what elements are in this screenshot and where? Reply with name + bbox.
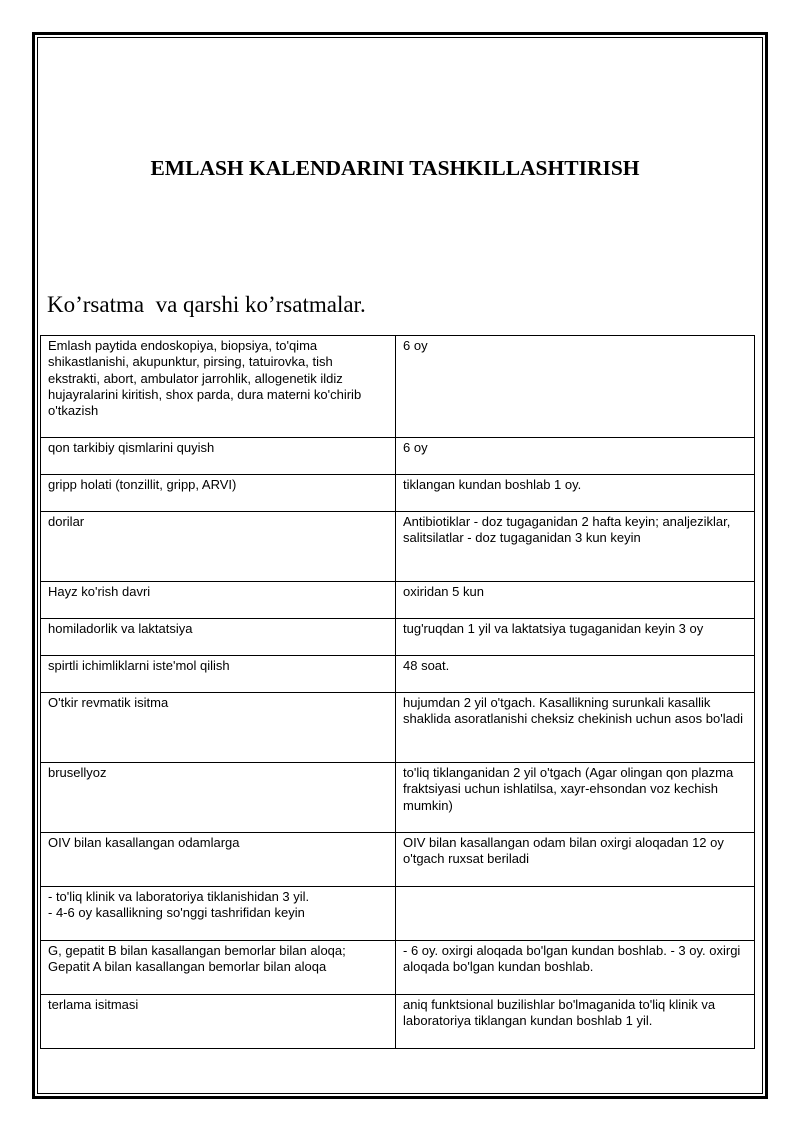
deferral-cell [396, 887, 755, 941]
table-row [41, 941, 755, 995]
condition-cell [41, 475, 396, 512]
cell-text: qon tarkibiy qismlarini quyish [48, 440, 215, 455]
table-row [41, 763, 755, 833]
table-row [41, 438, 755, 475]
document-title: EMLASH KALENDARINI TASHKILLASHTIRISH [150, 156, 640, 180]
condition-cell [41, 693, 396, 763]
cell-text: 48 soat. [403, 658, 450, 673]
cell-text: dorilar [48, 514, 85, 529]
table-row [41, 887, 755, 941]
deferral-cell [396, 656, 755, 693]
cell-text: to'liq tiklanganidan 2 yil o'tgach (Agar olingan qon plazma fraktsiyasi uchun ishlatilsa, xayr-ehsondan voz kechish mumkin) [403, 765, 734, 813]
deferral-cell [396, 336, 755, 438]
deferral-cell [396, 763, 755, 833]
table-row [41, 995, 755, 1049]
cell-text: gripp holati (tonzillit, gripp, ARVI) [48, 477, 237, 492]
deferral-cell [396, 619, 755, 656]
cell-text: homiladorlik va laktatsiya [48, 621, 193, 636]
table-body [41, 336, 755, 1049]
table-row [41, 656, 755, 693]
deferral-cell [396, 512, 755, 582]
table-row [41, 833, 755, 887]
table-row [41, 693, 755, 763]
deferral-cell [396, 475, 755, 512]
cell-text: O'tkir revmatik isitma [48, 695, 169, 710]
condition-cell [41, 887, 396, 941]
condition-cell [41, 833, 396, 887]
cell-text: - 4-6 oy kasallikning so'nggi tashrifidan keyin [48, 905, 305, 921]
condition-cell [41, 512, 396, 582]
cell-text: 6 oy [403, 338, 428, 353]
cell-text: spirtli ichimliklarni iste'mol qilish [48, 658, 230, 673]
cell-text: hujumdan 2 yil o'tgach. Kasallikning surunkali kasallik shaklida asoratlanishi cheksiz chekinish uchun asos bo'ladi [403, 695, 743, 727]
condition-cell [41, 656, 396, 693]
cell-text: OIV bilan kasallangan odamlarga [48, 835, 240, 850]
deferral-cell [396, 941, 755, 995]
condition-cell [41, 995, 396, 1049]
cell-text: terlama isitmasi [48, 997, 139, 1012]
deferral-cell [396, 582, 755, 619]
condition-cell [41, 438, 396, 475]
table-row [41, 336, 755, 438]
cell-text: tug'ruqdan 1 yil va laktatsiya tugaganidan keyin 3 oy [403, 621, 704, 636]
document-subtitle: Ko’rsatma va qarshi ko’rsatmalar. [47, 292, 366, 317]
cell-text: Antibiotiklar - doz tugaganidan 2 hafta keyin; analjeziklar, salitsilatlar - doz tugaganidan 3 kun keyin [403, 514, 731, 546]
table-row [41, 619, 755, 656]
deferral-cell [396, 995, 755, 1049]
cell-text: - 6 oy. oxirgi aloqada bo'lgan kundan boshlab. - 3 oy. oxirgi aloqada bo'lgan kundan boshlab. [403, 943, 741, 975]
cell-text: Hayz ko'rish davri [48, 584, 151, 599]
cell-text: G, gepatit B bilan kasallangan bemorlar bilan aloqa; Gepatit A bilan kasallangan bemorlar bilan aloqa [48, 943, 346, 975]
deferral-cell [396, 833, 755, 887]
table-row [41, 475, 755, 512]
deferral-cell [396, 693, 755, 763]
condition-cell [41, 619, 396, 656]
table-row [41, 512, 755, 582]
cell-text: oxiridan 5 kun [403, 584, 484, 599]
cell-text: - to'liq klinik va laboratoriya tiklanishidan 3 yil. [48, 889, 310, 904]
cell-text: tiklangan kundan boshlab 1 oy. [403, 477, 582, 492]
table-row [41, 582, 755, 619]
cell-text: 6 oy [403, 440, 428, 455]
deferral-cell [396, 438, 755, 475]
cell-text: brusellyoz [48, 765, 107, 780]
condition-cell [41, 582, 396, 619]
contraindications-table [40, 335, 755, 1049]
cell-text: Emlash paytida endoskopiya, biopsiya, to'qima shikastlanishi, akupunktur, pirsing, tatuirovka, tish ekstrakti, abort, ambulator jarrohlik, allogenetik ildiz hujayralarini kiritish, shox parda, dura materni ko'chirib o'tkazish [48, 338, 362, 419]
condition-cell [41, 336, 396, 438]
condition-cell [41, 941, 396, 995]
cell-text: aniq funktsional buzilishlar bo'lmaganida to'liq klinik va laboratoriya tiklangan kundan boshlab 1 yil. [403, 997, 716, 1029]
condition-cell [41, 763, 396, 833]
cell-text: OIV bilan kasallangan odam bilan oxirgi aloqadan 12 oy o'tgach ruxsat beriladi [403, 835, 724, 867]
